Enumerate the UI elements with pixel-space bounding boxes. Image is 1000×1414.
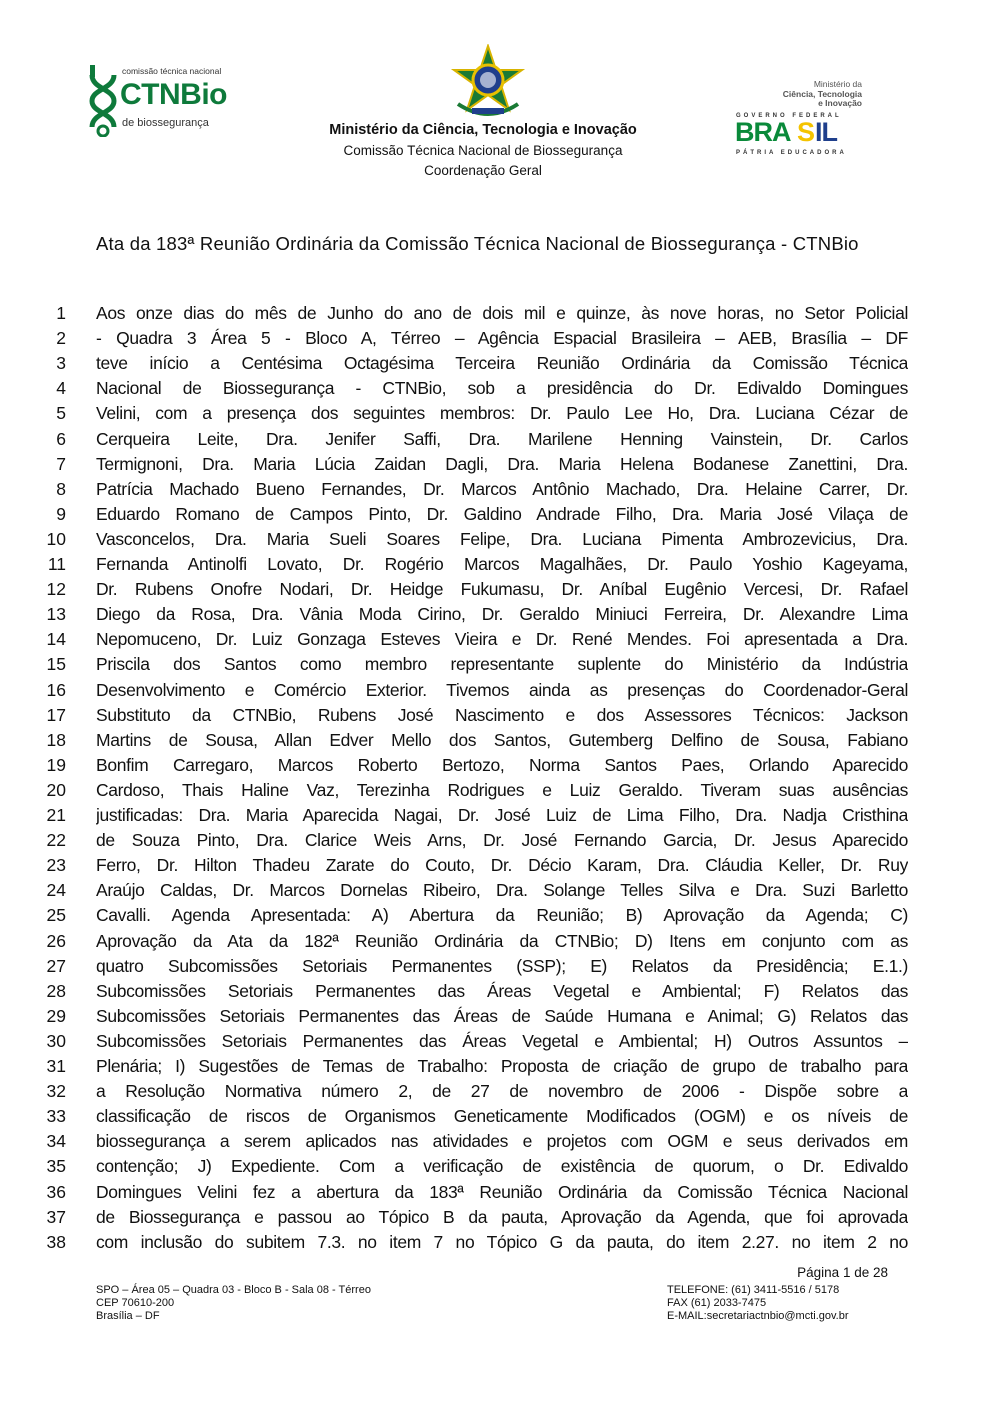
document-line bbox=[0, 827, 1000, 853]
document-line bbox=[0, 1204, 1000, 1230]
line-text: Subcomissões Setoriais Permanentes das Áreas de Saúde Humana e Animal; G) Relatos das bbox=[96, 1005, 908, 1026]
line-number: 26 bbox=[46, 930, 66, 951]
line-number: 1 bbox=[56, 303, 66, 323]
line-text: a Resolução Normativa número 2, de 27 de novembro de 2006 - Dispõe sobre a bbox=[96, 1081, 908, 1102]
document-line bbox=[0, 375, 1000, 401]
line-text: Ferro, Dr. Hilton Thadeu Zarate do Couto, Dr. Décio Karam, Dra. Cláudia Keller, Dr. Ruy bbox=[96, 855, 908, 876]
line-number: 15 bbox=[46, 654, 66, 675]
document-line bbox=[0, 400, 1000, 426]
line-number: 17 bbox=[46, 704, 66, 725]
document-line bbox=[0, 1153, 1000, 1179]
document-line bbox=[0, 651, 1000, 677]
document-line bbox=[0, 953, 1000, 979]
line-text: Cavalli. Agenda Apresentada: A) Abertura da Reunião; B) Aprovação da Agenda; C) bbox=[96, 905, 908, 926]
line-text: teve início a Centésima Octagésima Terceira Reunião Ordinária da Comissão Técnica bbox=[96, 353, 908, 374]
line-text: Martins de Sousa, Allan Edver Mello dos Santos, Gutemberg Delfino de Sousa, Fabiano bbox=[96, 729, 908, 750]
document-line bbox=[0, 752, 1000, 778]
line-text: Termignoni, Dra. Maria Lúcia Zaidan Dagli, Dra. Maria Helena Bodanese Zanettini, Dra. bbox=[96, 453, 908, 474]
line-text: quatro Subcomissões Setoriais Permanentes (SSP); E) Relatos da Presidência; E.1.) bbox=[96, 955, 908, 976]
document-line bbox=[0, 1229, 1000, 1255]
ctnbio-logo-text: CTNBio bbox=[120, 78, 227, 111]
line-text: Desenvolvimento e Comércio Exterior. Tivemos ainda as presenças do Coordenador-Geral bbox=[96, 679, 908, 700]
mcti-logo-text bbox=[783, 80, 862, 109]
line-text: com inclusão do subitem 7.3. no item 7 no Tópico G da pauta, do item 2.27. no item 2 no bbox=[96, 1231, 908, 1252]
line-number: 37 bbox=[46, 1206, 66, 1227]
line-number: 19 bbox=[46, 754, 66, 775]
line-text: Patrícia Machado Bueno Fernandes, Dr. Marcos Antônio Machado, Dra. Helaine Carrer, Dr. bbox=[96, 478, 908, 499]
governo-federal-label: GOVERNO FEDERAL bbox=[736, 113, 842, 119]
line-number: 10 bbox=[46, 528, 66, 549]
mcti-line-1: Ministério da bbox=[813, 79, 862, 89]
document-line bbox=[0, 451, 1000, 477]
line-text: Eduardo Romano de Campos Pinto, Dr. Galdino Andrade Filho, Dra. Maria José Vilaça de bbox=[96, 503, 908, 524]
line-number: 12 bbox=[46, 579, 66, 600]
ministry-title: Ministério da Ciência, Tecnologia e Inovação bbox=[329, 122, 637, 138]
commission-name: Comissão Técnica Nacional de Biossegurança bbox=[343, 143, 623, 158]
line-text: Fernanda Antinolfi Lovato, Dr. Rogério Marcos Magalhães, Dr. Paulo Yoshio Kageyama, bbox=[96, 554, 908, 574]
line-text: Dr. Rubens Onofre Nodari, Dr. Heidge Fukumasu, Dr. Aníbal Eugênio Vercesi, Dr. Rafael bbox=[96, 579, 908, 600]
document-line bbox=[0, 877, 1000, 903]
line-number: 8 bbox=[56, 478, 66, 499]
line-text: contenção; J) Expediente. Com a verificação de existência de quorum, o Dr. Edivaldo bbox=[96, 1156, 908, 1177]
line-number: 9 bbox=[56, 503, 66, 524]
document-line bbox=[0, 1179, 1000, 1205]
document-line bbox=[0, 426, 1000, 452]
line-text: Diego da Rosa, Dra. Vânia Moda Cirino, Dr. Geraldo Miniuci Ferreira, Dr. Alexandre Lima bbox=[96, 604, 908, 625]
line-text: classificação de riscos de Organismos Geneticamente Modificados (OGM) e os níveis de bbox=[96, 1106, 908, 1127]
document-title: Ata da 183ª Reunião Ordinária da Comissão Técnica Nacional de Biossegurança - CTNBio bbox=[96, 233, 859, 254]
line-number: 23 bbox=[46, 855, 66, 876]
footer-address-line: CEP 70610-200 bbox=[96, 1297, 175, 1309]
document-line bbox=[0, 928, 1000, 954]
line-text: Substituto da CTNBio, Rubens José Nascimento e dos Assessores Técnicos: Jackson bbox=[96, 704, 908, 725]
footer-address-line: SPO – Área 05 – Quadra 03 - Bloco B - Sala 08 - Térreo bbox=[96, 1284, 371, 1296]
ctnbio-small-label: comissão técnica nacional bbox=[122, 66, 222, 76]
line-number: 35 bbox=[46, 1156, 66, 1177]
line-text: justificadas: Dra. Maria Aparecida Nagai, Dr. José Luiz de Lima Filho, Dra. Nadja Cristhina bbox=[96, 805, 908, 825]
document-line bbox=[0, 677, 1000, 703]
footer-contact bbox=[667, 1284, 849, 1323]
document-line bbox=[0, 1053, 1000, 1079]
line-number: 29 bbox=[46, 1005, 66, 1026]
line-number: 5 bbox=[56, 403, 66, 424]
document-line bbox=[0, 476, 1000, 502]
line-text: Cardoso, Thais Haline Vaz, Terezinha Rodrigues e Luiz Geraldo. Tiveram suas ausências bbox=[96, 779, 908, 800]
line-number: 13 bbox=[46, 604, 66, 625]
footer-address bbox=[96, 1284, 371, 1323]
line-number: 20 bbox=[46, 779, 66, 800]
line-number: 2 bbox=[56, 328, 66, 349]
line-number: 22 bbox=[46, 830, 66, 851]
document-line bbox=[0, 325, 1000, 351]
line-number: 16 bbox=[46, 679, 66, 700]
document-line bbox=[0, 1128, 1000, 1154]
document-line bbox=[0, 626, 1000, 652]
footer-fax: FAX (61) 2033-7475 bbox=[667, 1297, 767, 1309]
svg-text:BRA: BRA bbox=[735, 119, 791, 143]
line-text: Cerqueira Leite, Dra. Jenifer Saffi, Dra. Marilene Henning Vainstein, Dr. Carlos bbox=[96, 428, 908, 449]
document-line bbox=[0, 1103, 1000, 1129]
line-text: Plenária; I) Sugestões de Temas de Trabalho: Proposta de criação de grupo de trabalho para bbox=[96, 1056, 908, 1076]
page-number: Página 1 de 28 bbox=[797, 1265, 888, 1280]
document-line bbox=[0, 576, 1000, 602]
line-number: 21 bbox=[46, 805, 66, 825]
document-line bbox=[0, 1028, 1000, 1054]
document-line bbox=[0, 526, 1000, 552]
line-number: 25 bbox=[46, 905, 66, 926]
line-text: Subcomissões Setoriais Permanentes das Áreas Vegetal e Ambiental; H) Outros Assuntos – bbox=[96, 1030, 908, 1051]
ctnbio-sub-label: de biossegurança bbox=[122, 117, 209, 129]
line-number: 3 bbox=[56, 353, 66, 374]
document-line bbox=[0, 777, 1000, 803]
line-number: 6 bbox=[56, 428, 66, 449]
line-number: 38 bbox=[46, 1231, 66, 1252]
line-text: Aos onze dias do mês de Junho do ano de dois mil e quinze, às nove horas, no Setor Policial bbox=[96, 303, 908, 323]
document-line bbox=[0, 852, 1000, 878]
footer-address-line: Brasília – DF bbox=[96, 1310, 160, 1322]
line-number: 30 bbox=[46, 1030, 66, 1051]
document-line bbox=[0, 902, 1000, 928]
mcti-line-3: e Inovação bbox=[818, 98, 862, 108]
line-number: 36 bbox=[46, 1181, 66, 1202]
document-line bbox=[0, 727, 1000, 753]
line-text: Bonfim Carregaro, Marcos Roberto Bertozo, Norma Santos Paes, Orlando Aparecido bbox=[96, 754, 908, 775]
svg-text:IL: IL bbox=[815, 119, 837, 143]
mcti-line-2: Ciência, Tecnologia bbox=[782, 88, 862, 99]
document-line bbox=[0, 601, 1000, 627]
line-number: 28 bbox=[46, 980, 66, 1001]
brasil-logo-icon bbox=[733, 119, 861, 143]
footer-email: E-MAIL:secretariactnbio@mcti.gov.br bbox=[667, 1310, 849, 1322]
document-line bbox=[0, 1078, 1000, 1104]
document-line bbox=[0, 978, 1000, 1004]
line-text: de Souza Pinto, Dra. Clarice Weis Arns, Dr. José Fernando Garcia, Dr. Jesus Aparecido bbox=[96, 830, 908, 851]
patria-educadora-label: PÁTRIA EDUCADORA bbox=[736, 150, 847, 156]
line-text: de Biossegurança e passou ao Tópico B da pauta, Aprovação da Agenda, que foi aprovada bbox=[96, 1206, 908, 1227]
coat-of-arms-icon bbox=[450, 44, 526, 120]
line-number: 31 bbox=[46, 1056, 66, 1076]
line-text: Vasconcelos, Dra. Maria Sueli Soares Felipe, Dra. Luciana Pimenta Ambrozevicius, Dra. bbox=[96, 528, 908, 549]
page-header bbox=[0, 0, 1000, 200]
line-number: 24 bbox=[46, 880, 66, 901]
document-line bbox=[0, 802, 1000, 828]
line-number: 32 bbox=[46, 1081, 66, 1102]
line-text: Priscila dos Santos como membro representante suplente do Ministério da Indústria bbox=[96, 654, 908, 675]
line-number: 27 bbox=[46, 955, 66, 976]
line-text: - Quadra 3 Área 5 - Bloco A, Térreo – Agência Espacial Brasileira – AEB, Brasília – DF bbox=[96, 328, 908, 349]
line-number: 14 bbox=[46, 629, 66, 650]
line-number: 33 bbox=[46, 1106, 66, 1127]
line-text: Aprovação da Ata da 182ª Reunião Ordinária da CTNBio; D) Itens em conjunto com as bbox=[96, 930, 908, 951]
line-number: 18 bbox=[46, 729, 66, 750]
line-number: 7 bbox=[56, 453, 66, 474]
line-text: Araújo Caldas, Dr. Marcos Dornelas Ribeiro, Dra. Solange Telles Silva e Dra. Suzi Barletto bbox=[96, 880, 908, 901]
line-text: Subcomissões Setoriais Permanentes das Áreas Vegetal e Ambiental; F) Relatos das bbox=[96, 980, 908, 1001]
line-number: 11 bbox=[47, 554, 66, 574]
line-number: 4 bbox=[56, 378, 66, 399]
document-line bbox=[0, 551, 1000, 577]
svg-text:S: S bbox=[797, 119, 815, 143]
line-number: 34 bbox=[46, 1131, 66, 1152]
footer-phone: TELEFONE: (61) 3411-5516 / 5178 bbox=[667, 1284, 840, 1296]
line-text: Velini, com a presença dos seguintes membros: Dr. Paulo Lee Ho, Dra. Luciana Cézar de bbox=[96, 403, 908, 424]
line-text: Nacional de Biossegurança - CTNBio, sob a presidência do Dr. Edivaldo Domingues bbox=[96, 378, 908, 399]
document-line bbox=[0, 702, 1000, 728]
document-line bbox=[0, 300, 1000, 326]
document-line bbox=[0, 1003, 1000, 1029]
line-text: biossegurança a serem aplicados nas atividades e projetos com OGM e seus derivados em bbox=[96, 1131, 908, 1152]
document-line bbox=[0, 350, 1000, 376]
line-text: Nepomuceno, Dr. Luiz Gonzaga Esteves Vieira e Dr. René Mendes. Foi apresentada a Dra. bbox=[96, 629, 908, 650]
coordination-name: Coordenação Geral bbox=[424, 163, 542, 178]
document-line bbox=[0, 501, 1000, 527]
line-text: Domingues Velini fez a abertura da 183ª Reunião Ordinária da Comissão Técnica Nacional bbox=[96, 1181, 908, 1202]
